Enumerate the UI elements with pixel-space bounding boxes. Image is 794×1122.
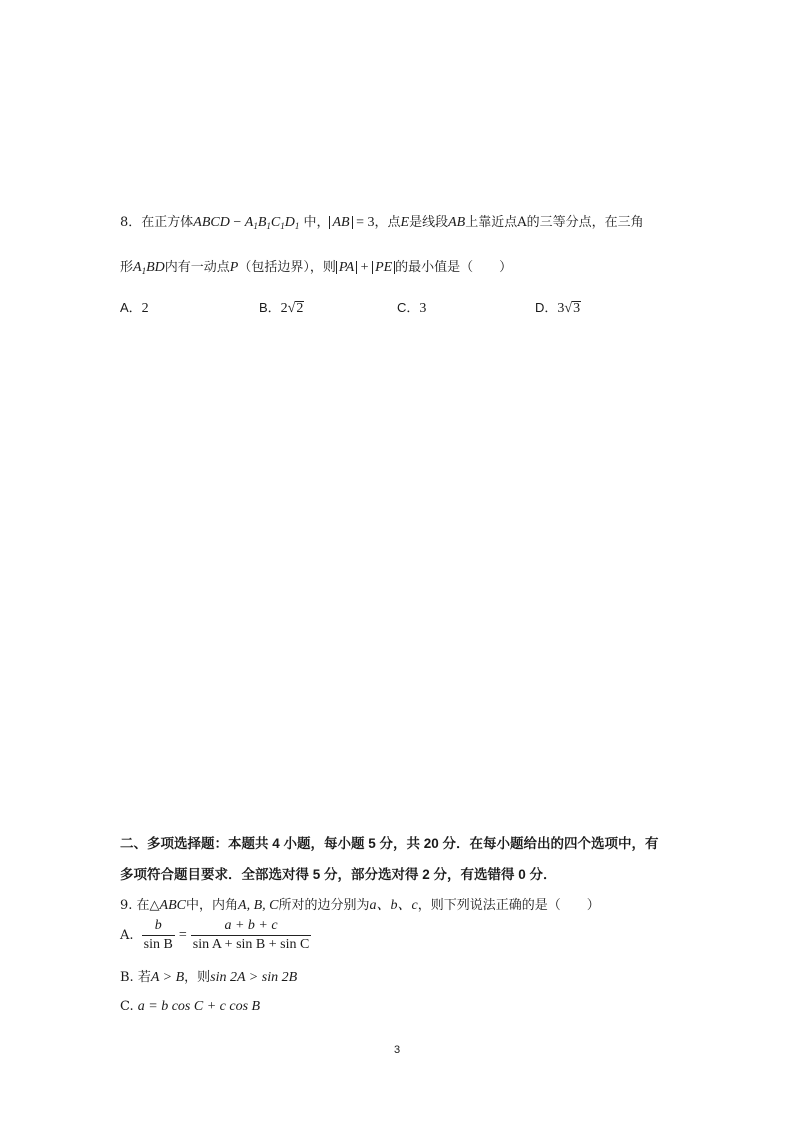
angles-abc: A, B, C — [238, 898, 279, 913]
q8-option-b: B．2√2 — [259, 300, 304, 316]
q8-text: 内有一动点 — [164, 260, 230, 275]
q8-option-d: D．3√3 — [535, 300, 581, 316]
q8-text: 是线段 — [409, 215, 449, 230]
q8-text: 的最小值是（ ） — [395, 260, 513, 275]
q9-option-c: C. a = b cos C + c cos B — [120, 999, 261, 1014]
sides-abc: a、b、c — [369, 898, 418, 913]
q8-option-a: A．2 — [120, 300, 149, 316]
ab-length: AB = 3 — [329, 215, 374, 230]
fraction-b-over-sinb: $\frac{b}{\text{sin B}}$ — [143, 918, 173, 952]
q9-option-b: B. 若A > B，则sin 2A > sin 2B — [120, 970, 298, 985]
q9-stem — [120, 894, 600, 914]
triangle-a1bd: $A_1BD$ — [133, 260, 165, 276]
section2-heading-line2: 多项符合题目要求．全部选对得 5 分，部分选对得 2 分，有选错得 0 分． — [120, 867, 557, 882]
point-e: E — [400, 215, 410, 230]
segment-ab: AB — [448, 215, 466, 230]
q8-text: （包括边界），则 — [238, 260, 336, 275]
triangle-abc: ABC — [159, 898, 186, 913]
pa-plus-pe: PA + PE — [336, 260, 395, 275]
q9-text: 中，内角 — [186, 898, 239, 913]
q8-option-c: C．3 — [397, 300, 427, 316]
q9-option-a: A. $\frac{b}{\text{sin B}}$ = $\frac{a + b + c}{\text{sin A + sin B + sin C}}$ — [120, 918, 310, 952]
q8-text: 形 — [120, 260, 134, 275]
q8-line2 — [120, 256, 512, 276]
condition-a-gt-b: A > B — [150, 970, 185, 985]
q9-text: ，则下列说法正确的是（ ） — [417, 898, 600, 913]
q9-text: 9. 在△ — [120, 898, 160, 913]
page-number: 3 — [393, 1044, 401, 1056]
q8-text: 中， — [299, 215, 330, 230]
fraction-sum: $\frac{a + b + c}{\text{sin A + sin B + sin C}}$ — [192, 918, 310, 952]
q9-text: 所对的边分别为 — [278, 898, 370, 913]
q8-text: 8．在正方体 — [120, 215, 194, 230]
q8-line1 — [120, 211, 644, 231]
point-p: P — [229, 260, 239, 275]
q8-text: ，点 — [374, 215, 401, 230]
cube-name: ABCD − $A_1B_1C_1D_1$ — [193, 215, 300, 231]
section2-heading-line1: 二、多项选择题：本题共 4 小题，每小题 5 分，共 20 分．在每小题给出的四个选项中，有 — [120, 836, 659, 851]
q8-text: 上靠近点A的三等分点，在三角 — [465, 215, 644, 230]
projection-formula: a = b cos C + c cos B — [137, 999, 261, 1014]
result-sin2a-gt-sin2b: sin 2A > sin 2B — [210, 970, 298, 985]
